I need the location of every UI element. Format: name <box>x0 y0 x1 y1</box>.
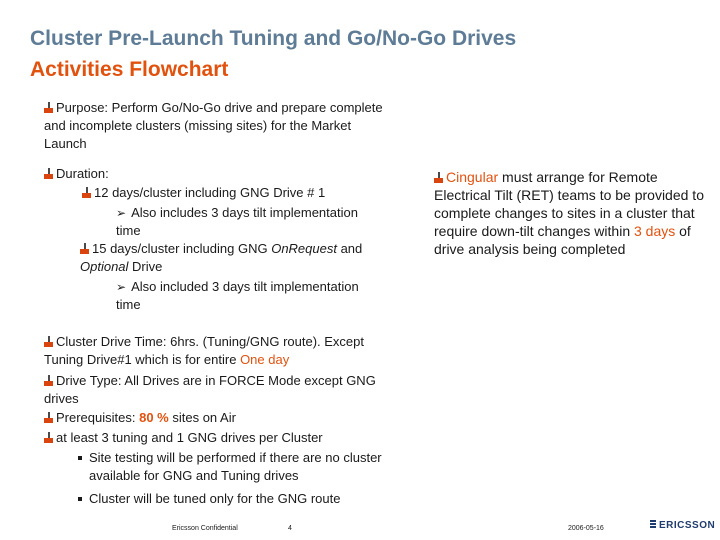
duration-item-2-sub <box>116 278 384 314</box>
slide-subtitle: Activities Flowchart <box>30 58 229 81</box>
duration-item-1-sub-text: Also includes 3 days tilt implementation time <box>116 205 358 238</box>
cingular-note-text: must arrange for Remote Electrical Tilt (RET) teams to be provided to complete changes to sites in a cluster that require down-tilt changes within <box>434 169 704 239</box>
cluster-tuned-text: Cluster will be tuned only for the GNG route <box>89 491 341 506</box>
prerequisites-text: Prerequisites: 80 % sites on Air <box>56 410 236 425</box>
plunger-bullet-icon <box>44 168 53 179</box>
plunger-bullet-icon <box>44 412 53 423</box>
footer-page-number: 4 <box>288 525 292 532</box>
footer-date: 2006-05-16 <box>568 525 604 532</box>
cingular-label: Cingular <box>446 169 499 185</box>
arrow-bullet-icon: ➢ <box>116 280 127 294</box>
cingular-note-end: of drive analysis being completed <box>434 223 691 257</box>
plunger-bullet-icon <box>44 336 53 347</box>
purpose-item <box>44 99 384 153</box>
drives-per-cluster-item <box>44 429 384 447</box>
plunger-bullet-icon <box>44 432 53 443</box>
days-highlight: 3 days <box>634 223 676 239</box>
plunger-bullet-icon <box>82 187 91 198</box>
prerequisites-item <box>44 409 384 427</box>
square-bullet-icon <box>78 497 82 501</box>
duration-item-1-sub <box>116 204 384 240</box>
drive-type-text: Drive Type: All Drives are in FORCE Mode except GNG drives <box>44 373 376 406</box>
drive-type-item <box>44 372 384 408</box>
cluster-tuned-item <box>78 490 378 508</box>
cingular-note <box>434 168 716 258</box>
plunger-bullet-icon <box>44 102 53 113</box>
slide-title: Cluster Pre-Launch Tuning and Go/No-Go Drives <box>30 27 517 50</box>
ericsson-logo-icon <box>650 520 656 529</box>
ericsson-logo-text: ERICSSON <box>659 520 716 531</box>
plunger-bullet-icon <box>80 243 89 254</box>
site-testing-item <box>78 449 389 485</box>
plunger-bullet-icon <box>434 172 443 183</box>
duration-item-1 <box>82 184 382 202</box>
duration-item-2-sub-text: Also included 3 days tilt implementation time <box>116 279 359 312</box>
arrow-bullet-icon: ➢ <box>116 206 127 220</box>
purpose-text: Purpose: Perform Go/No-Go drive and prepare complete and incomplete clusters (missing sites) for the Market Launch <box>44 100 383 151</box>
duration-item-1-text: 12 days/cluster including GNG Drive # 1 <box>94 185 326 200</box>
drives-per-cluster-text: at least 3 tuning and 1 GNG drives per Cluster <box>56 430 323 445</box>
ericsson-logo <box>650 520 715 531</box>
footer-confidential: Ericsson Confidential <box>172 525 238 532</box>
duration-item-2 <box>80 240 384 276</box>
plunger-bullet-icon <box>44 375 53 386</box>
square-bullet-icon <box>78 456 82 460</box>
duration-label: Duration: <box>56 166 109 181</box>
cluster-drive-item <box>44 333 384 369</box>
duration-item <box>44 165 384 183</box>
duration-item-2-text: 15 days/cluster including GNG OnRequest and Optional Drive <box>80 241 363 274</box>
site-testing-text: Site testing will be performed if there are no cluster available for GNG and Tuning drives <box>89 450 382 483</box>
cluster-drive-text: Cluster Drive Time: 6hrs. (Tuning/GNG route). Except Tuning Drive#1 which is for entire One day <box>44 334 365 367</box>
